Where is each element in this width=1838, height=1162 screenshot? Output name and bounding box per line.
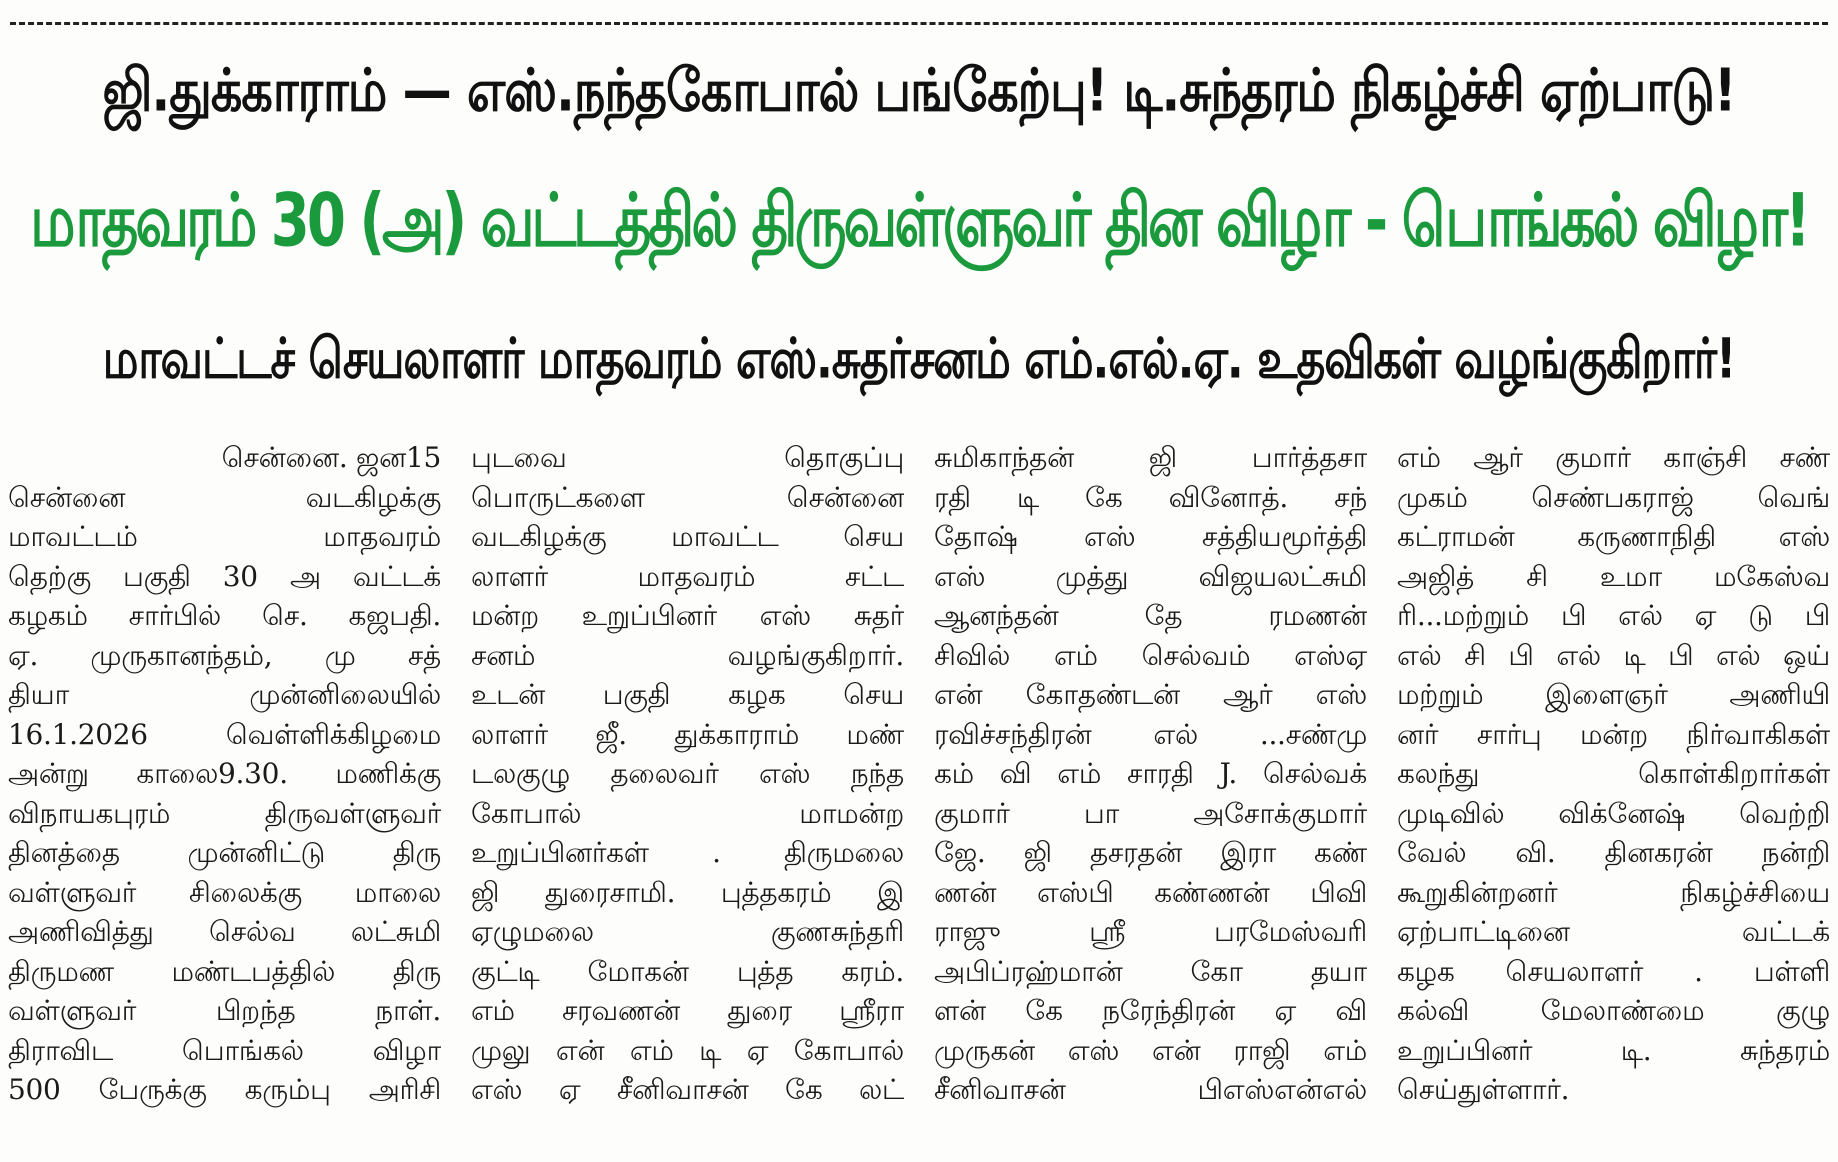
article-text-line: தோஷ் எஸ் சத்தியமூர்த்தி [934,520,1367,553]
article-text-line: ளன் கே நரேந்திரன் ஏ வி [934,994,1367,1027]
article-text-line: அணிவித்து செல்வ லட்சுமி [8,915,441,948]
article-text-line: மற்றும் இளைஞர் அணியி [1397,678,1830,711]
article-text-line: சீனிவாசன் பிஎஸ்என்எல் [934,1073,1367,1106]
article-text-line: சென்னை வடகிழக்கு [8,480,441,514]
article-text-line: உறுப்பினர் டி. சுந்தரம் [1397,1033,1830,1067]
article-text-line: குட்டி மோகன் புத்த கரம். [471,954,904,988]
article-column-3 [934,438,1367,1148]
article-text-line: என் கோதண்டன் ஆர் எஸ் [934,678,1367,711]
article-text-line: முருகன் எஸ் என் ராஜி எம் [934,1033,1367,1067]
article-text-line: 500 பேருக்கு கரும்பு அரிசி [8,1073,441,1106]
article-text-line: வள்ளுவர் சிலைக்கு மாலை [8,875,441,909]
article-text-line: எம் ஆர் குமார் காஞ்சி சண் [1397,441,1830,474]
article-body [8,438,1830,1148]
article-text-line: தினத்தை முன்னிட்டு திரு [8,836,441,869]
article-text-line: சிவில் எம் செல்வம் எஸ்ஏ [934,638,1367,672]
article-text-line: 16.1.2026 வெள்ளிக்கிழமை [8,717,441,751]
article-text-line: கட்ராமன் கருணாநிதி எஸ் [1397,520,1830,553]
article-text-line: வடகிழக்கு மாவட்ட செய [471,520,904,553]
article-text-line: கலந்து கொள்கிறார்கள் [1397,757,1830,790]
article-text-line: லாளர் ஜீ. துக்காராம் மண் [471,717,904,751]
article-text-line: எல் சி பி எல் டி பி எல் ஒய் [1397,638,1830,672]
article-text-line: திராவிட பொங்கல் விழா [8,1033,441,1067]
article-text-line: கூறுகின்றனர் நிகழ்ச்சியை [1397,875,1830,909]
article-text-line: கோபால் மாமன்ற [471,796,904,830]
article-text-line: குமார் பா அசோக்குமார் [934,796,1367,830]
article-text-line: திருமண மண்டபத்தில் திரு [8,954,441,988]
article-text-line: புடவை தொகுப்பு [471,441,904,474]
article-text-line: டலகுழு தலைவர் எஸ் நந்த [471,757,904,790]
article-text-line: தெற்கு பகுதி 30 அ வட்டக் [8,559,441,593]
article-text-line: உடன் பகுதி கழக செய [471,678,904,711]
article-text-line: ஏழுமலை குணசுந்தரி [471,915,904,948]
article-text-line: தியா முன்னிலையில் [8,678,441,711]
article-text-line: கழகம் சார்பில் செ. கஜபதி. [8,599,441,632]
article-text-line: ஏ. முருகானந்தம், மு சத் [8,638,441,672]
article-column-1 [8,438,441,1148]
article-text-line: ரவிச்சந்திரன் எல் ...சண்மு [934,717,1367,751]
article-text-line: னர் சார்பு மன்ற நிர்வாகிகள் [1397,717,1830,751]
article-text-line: முகம் செண்பகராஜ் வெங் [1397,480,1830,514]
article-text-line: கம் வி எம் சாரதி J. செல்வக் [934,757,1367,790]
article-text-line: ரி...மற்றும் பி எல் ஏ டு பி [1397,599,1830,632]
article-text-line: அபிப்ரஹ்மான் கோ தயா [934,954,1367,988]
article-text-line: எம் சரவணன் துரை ஸ்ரீரா [471,994,904,1027]
article-text-line: விநாயகபுரம் திருவள்ளுவர் [8,796,441,830]
article-text-line: சுமிகாந்தன் ஜி பார்த்தசா [934,441,1367,474]
article-text-line: மன்ற உறுப்பினர் எஸ் சுதர் [471,599,904,632]
article-text-line: ஆனந்தன் தே ரமணன் [934,599,1367,632]
article-text-line: அஜித் சி உமா மகேஸ்வ [1397,559,1830,593]
article-text-line: எஸ் முத்து விஜயலட்சுமி [934,559,1367,593]
article-text-line: முடிவில் விக்னேஷ் வெற்றி [1397,796,1830,830]
article-text-line: செய்துள்ளார். [1397,1073,1570,1106]
article-text-line: சனம் வழங்குகிறார். [471,638,904,672]
article-text-line: பொருட்களை சென்னை [471,480,904,514]
top-dashed-divider [10,22,1828,25]
article-column-4 [1397,438,1830,1148]
article-text-line: கழக செயலாளர் . பள்ளி [1397,954,1830,988]
article-text-line: ஜே. ஜி தசரதன் இரா கண் [934,836,1367,869]
headline-top: ஜி.துக்காராம் — எஸ்.நந்தகோபால் பங்கேற்பு! டி.சுந்தரம் நிகழ்ச்சி ஏற்பாடு! [102,55,1736,125]
article-text-line: வள்ளுவர் பிறந்த நாள். [8,994,441,1027]
article-text-line: கல்வி மேலாண்மை குழு [1397,994,1830,1027]
article-text-line: வேல் வி. தினகரன் நன்றி [1397,836,1830,869]
article-text-line: ஜி துரைசாமி. புத்தகரம் இ [471,875,904,909]
headline-sub: மாவட்டச் செயலாளர் மாதவரம் எஸ்.சுதர்சனம் எம்.எல்.ஏ. உதவிகள் வழங்குகிறார்! [102,327,1736,392]
article-text-line: எஸ் ஏ சீனிவாசன் கே லட் [471,1073,904,1106]
article-text-line: அன்று காலை9.30. மணிக்கு [8,757,441,790]
article-text-line: ராஜு ஸ்ரீ பரமேஸ்வரி [934,915,1367,948]
article-text-line: ணன் எஸ்பி கண்ணன் பிவி [934,875,1367,909]
article-text-line: ஏற்பாட்டினை வட்டக் [1397,915,1830,948]
article-text-line: முலு என் எம் டி ஏ கோபால் [471,1033,904,1067]
article-text-line: உறுப்பினர்கள் . திருமலை [471,836,904,869]
article-column-2 [471,438,904,1148]
article-text-line: சென்னை. ஜன15 [221,441,441,474]
headline-main: மாதவரம் 30 (அ) வட்டத்தில் திருவள்ளுவர் தின விழா - பொங்கல் விழா! [30,179,1808,264]
article-text-line: மாவட்டம் மாதவரம் [8,520,441,553]
article-text-line: லாளர் மாதவரம் சட்ட [471,559,904,593]
article-text-line: ரதி டி கே வினோத். சந் [934,480,1367,514]
